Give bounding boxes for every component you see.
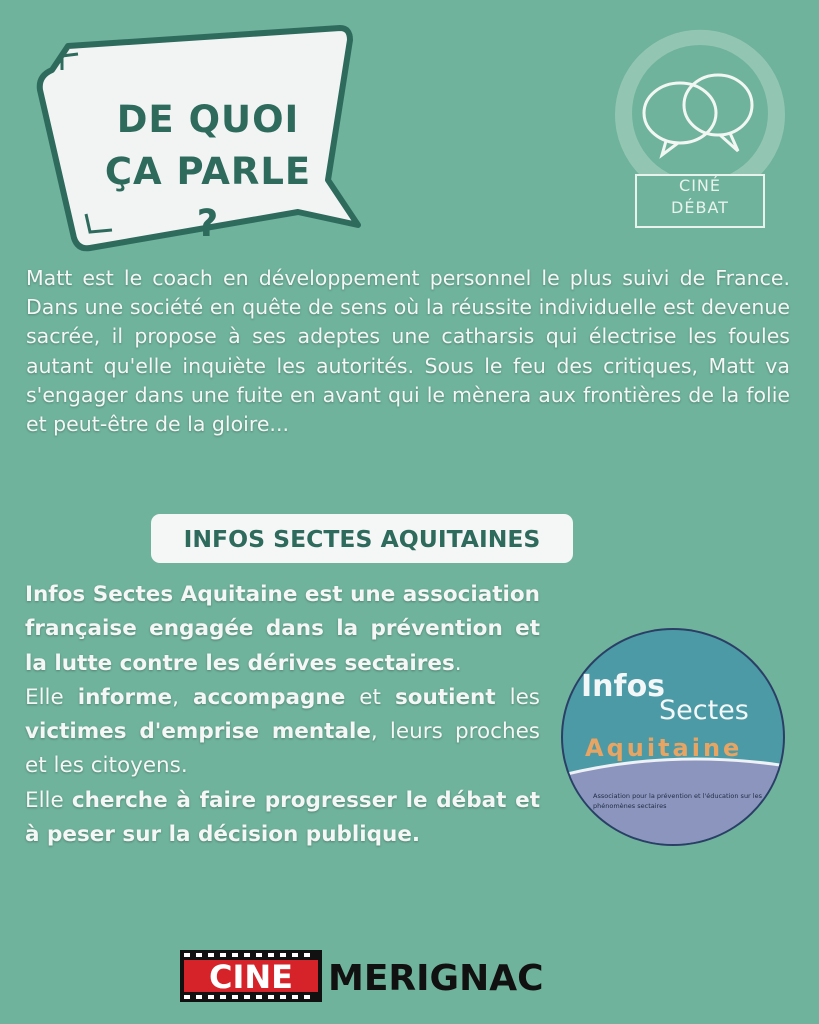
assoc-paragraph-1: Infos Sectes Aquitaine est une association française engagée dans la prévention et la lutte contre les dérives sectaires.	[25, 582, 540, 676]
isa-tagline-2: phénomènes sectaires	[593, 802, 667, 810]
isa-word-infos: Infos	[581, 669, 666, 704]
isa-word-sectes: Sectes	[659, 695, 749, 726]
cinemerignac-logo	[180, 950, 640, 1002]
logo-text-cine: CINE	[208, 958, 294, 996]
logo-text-merignac: MERIGNAC	[328, 958, 544, 999]
assoc-paragraph-3: Elle cherche à faire progresser le débat et à peser sur la décision publique.	[25, 787, 541, 848]
cine-debat-label	[636, 175, 764, 225]
assoc-paragraph-2: Elle informe, accompagne et soutient les victimes d'emprise mentale, leurs proches et les citoyens.	[25, 684, 541, 779]
heading-bubble	[28, 20, 368, 260]
infos-sectes-aquitaine-logo	[559, 626, 787, 848]
page-title	[88, 94, 328, 250]
title-line-1: DE QUOI	[116, 98, 300, 141]
isa-word-aquitaine: Aquitaine	[585, 734, 743, 762]
synopsis-text: Matt est le coach en développement personnel le plus suivi de France. Dans une société en quête de sens où la réussite individuelle est devenue sacrée, il propose à ses adeptes une catharsis qui électrise les foules autant qu'elle inquiète les autorités. Sous le feu des critiques, Matt va s'engager dans une fuite en avant qui le mènera aux frontières de la folie et peut-être de la gloire...	[26, 266, 790, 437]
isa-tagline-1: Association pour la prévention et l'éducation sur les	[593, 792, 762, 800]
section-title	[151, 514, 573, 563]
cine-label-line1: CINÉ	[679, 176, 721, 195]
title-line-2: ÇA PARLE ?	[104, 150, 312, 245]
section-title-label: INFOS SECTES AQUITAINES	[183, 524, 541, 553]
assoc-p1-bold: Infos Sectes Aquitaine est une association française engagée dans la prévention et la lutte contre les dérives sectaires	[25, 582, 540, 676]
debat-label-line2: DÉBAT	[671, 198, 729, 217]
association-description	[25, 578, 540, 852]
